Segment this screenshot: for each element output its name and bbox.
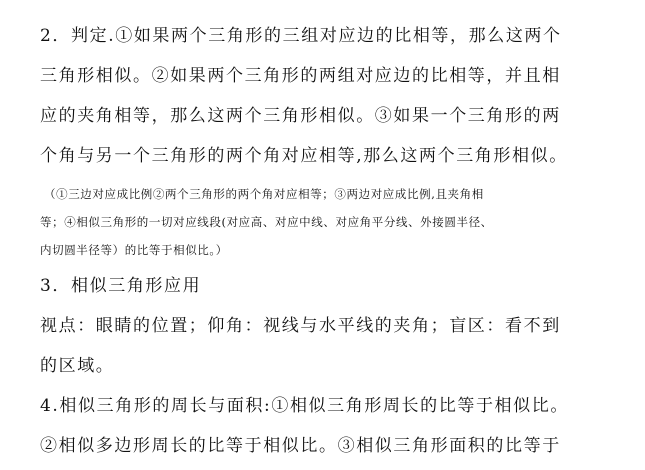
section-2-note-line-3: 内切圆半径等）的比等于相似比。）: [40, 243, 228, 257]
section-2-line-1: 2．判定.①如果两个三角形的三组对应边的比相等，那么这两个: [40, 26, 562, 46]
section-2-line-3: 应的夹角相等，那么这两个三角形相似。③如果一个三角形的两: [40, 106, 561, 126]
section-2-line-4: 个角与另一个三角形的两个角对应相等,那么这两个三角形相似。: [40, 146, 568, 166]
section-2-note-line-2: 等；④相似三角形的一切对应线段(对应高、对应中线、对应角平分线、外接圆半径、: [40, 215, 493, 229]
section-3-line-2: 的区域。: [40, 356, 115, 376]
section-3-heading: 3．相似三角形应用: [40, 276, 202, 296]
section-2-note-line-1: （①三边对应成比例②两个三角形的两个角对应相等；③两边对应成比例,且夹角相: [44, 187, 484, 201]
section-4-line-1: 4.相似三角形的周长与面积:①相似三角形周长的比等于相似比。: [40, 396, 569, 416]
section-2-line-2: 三角形相似。②如果两个三角形的两组对应边的比相等，并且相: [40, 66, 561, 86]
section-4-line-2: ②相似多边形周长的比等于相似比。③相似三角形面积的比等于: [40, 436, 561, 456]
section-3-line-1: 视点：眼睛的位置；仰角：视线与水平线的夹角；盲区：看不到: [40, 316, 561, 336]
